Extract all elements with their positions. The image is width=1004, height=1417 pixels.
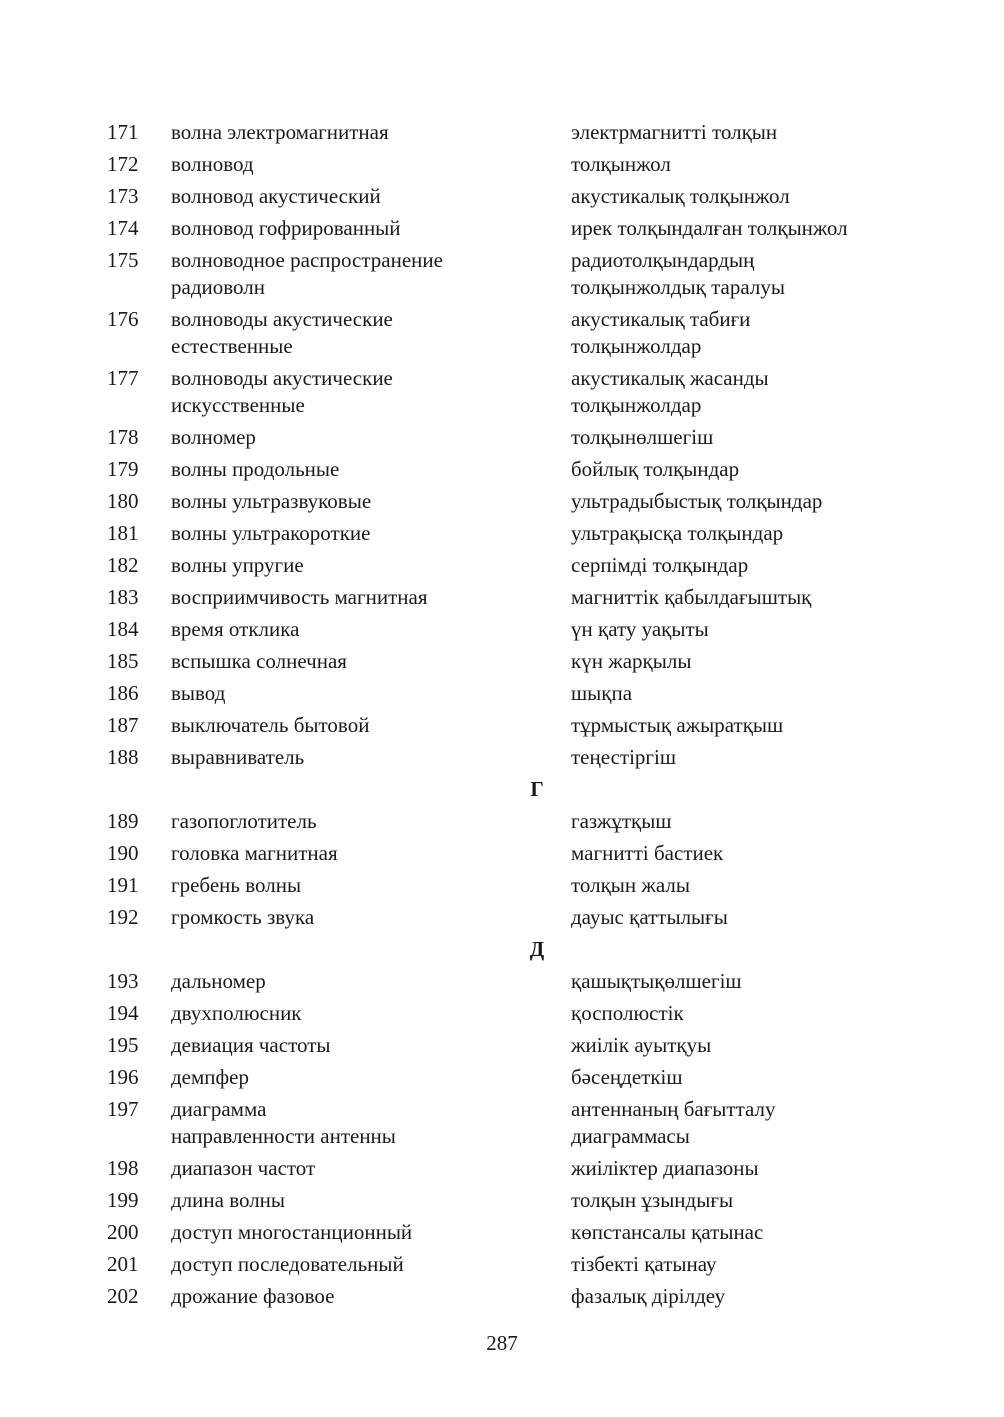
glossary-entry — [0, 709, 1004, 741]
kazakh-term — [571, 456, 901, 483]
russian-term — [171, 616, 501, 643]
russian-term-line: доступ многостанционный — [171, 1219, 413, 1244]
glossary-entry — [0, 485, 1004, 517]
kazakh-term — [571, 744, 901, 771]
russian-term — [171, 712, 501, 739]
glossary-entry — [0, 677, 1004, 709]
kazakh-term — [571, 520, 901, 547]
entry-number: 190 — [107, 840, 139, 865]
entry-number: 172 — [107, 151, 139, 176]
russian-term — [171, 1219, 501, 1246]
entry-number: 188 — [107, 744, 139, 769]
entry-number: 196 — [107, 1064, 139, 1089]
kazakh-term-line: толқынөлшегіш — [571, 424, 714, 449]
kazakh-term — [571, 1219, 901, 1246]
kazakh-term — [571, 808, 901, 835]
glossary-entry — [0, 212, 1004, 244]
glossary-entry — [0, 805, 1004, 837]
kazakh-term-line: теңестіргіш — [571, 744, 677, 769]
glossary-entry — [0, 421, 1004, 453]
kazakh-term-line: ультрақысқа толқындар — [571, 520, 784, 545]
kazakh-term — [571, 648, 901, 675]
kazakh-term — [571, 584, 901, 611]
glossary-entry — [0, 180, 1004, 212]
entry-number: 197 — [107, 1096, 139, 1121]
russian-term-line: дрожание фазовое — [171, 1283, 335, 1308]
kazakh-term-line: фазалық дірілдеу — [571, 1283, 726, 1308]
glossary-entry — [0, 613, 1004, 645]
kazakh-term-line: күн жарқылы — [571, 648, 692, 673]
kazakh-term — [571, 488, 901, 515]
russian-term-line: волномер — [171, 424, 256, 449]
kazakh-term-line: ирек толқындалған толқынжол — [571, 215, 848, 240]
entry-number: 189 — [107, 808, 139, 833]
glossary-entry — [0, 1061, 1004, 1093]
kazakh-term-line: тізбекті қатынау — [571, 1251, 717, 1276]
russian-term — [171, 872, 501, 899]
kazakh-term — [571, 872, 901, 899]
kazakh-term-line: бәсеңдеткіш — [571, 1064, 683, 1089]
kazakh-term — [571, 712, 901, 739]
entry-number: 185 — [107, 648, 139, 673]
kazakh-term — [571, 215, 901, 242]
russian-term-line: волны продольные — [171, 456, 340, 481]
russian-term-line: волноводы акустические — [171, 306, 393, 331]
entry-number: 179 — [107, 456, 139, 481]
russian-term — [171, 247, 501, 301]
kazakh-term-line: диаграммасы — [571, 1123, 690, 1148]
entry-number: 175 — [107, 247, 139, 272]
kazakh-term-line: серпімді толқындар — [571, 552, 749, 577]
glossary-entry — [0, 901, 1004, 933]
kazakh-term — [571, 840, 901, 867]
russian-term — [171, 648, 501, 675]
kazakh-term — [571, 616, 901, 643]
entry-number: 192 — [107, 904, 139, 929]
kazakh-term — [571, 151, 901, 178]
entry-number: 201 — [107, 1251, 139, 1276]
russian-term — [171, 1187, 501, 1214]
russian-term-line: диаграмма — [171, 1096, 267, 1121]
russian-term-line: громкость звука — [171, 904, 315, 929]
kazakh-term — [571, 306, 901, 360]
russian-term-line: волны ультразвуковые — [171, 488, 372, 513]
kazakh-term-line: жиілік ауытқуы — [571, 1032, 712, 1057]
russian-term-line: гребень волны — [171, 872, 302, 897]
russian-term — [171, 456, 501, 483]
russian-term-line: направленности антенны — [171, 1123, 396, 1148]
russian-term — [171, 584, 501, 611]
kazakh-term — [571, 1187, 901, 1214]
kazakh-term-line: акустикалық толқынжол — [571, 183, 790, 208]
russian-term — [171, 215, 501, 242]
kazakh-term — [571, 552, 901, 579]
entry-number: 177 — [107, 365, 139, 390]
kazakh-term-line: қашықтықөлшегіш — [571, 968, 742, 993]
entry-number: 202 — [107, 1283, 139, 1308]
russian-term-line: волноводное распространение — [171, 247, 443, 272]
kazakh-term — [571, 1155, 901, 1182]
glossary-entry — [0, 645, 1004, 677]
russian-term-line: доступ последовательный — [171, 1251, 404, 1276]
glossary-entry — [0, 837, 1004, 869]
glossary-entry — [0, 517, 1004, 549]
kazakh-term-line: толқынжол — [571, 151, 671, 176]
glossary-entry — [0, 1029, 1004, 1061]
kazakh-term — [571, 119, 901, 146]
kazakh-term-line: акустикалық табиғи — [571, 306, 751, 331]
kazakh-term-line: толқынжолдар — [571, 333, 702, 358]
kazakh-term — [571, 680, 901, 707]
kazakh-term-line: тұрмыстық ажыратқыш — [571, 712, 784, 737]
glossary-entry — [0, 1248, 1004, 1280]
russian-term — [171, 840, 501, 867]
kazakh-term-line: көпстансалы қатынас — [571, 1219, 764, 1244]
entry-number: 195 — [107, 1032, 139, 1057]
entry-number: 173 — [107, 183, 139, 208]
russian-term — [171, 1032, 501, 1059]
russian-term — [171, 488, 501, 515]
russian-term-line: диапазон частот — [171, 1155, 316, 1180]
russian-term-line: волноводы акустические — [171, 365, 393, 390]
russian-term-line: радиоволн — [171, 274, 265, 299]
kazakh-term — [571, 1251, 901, 1278]
russian-term-line: газопоглотитель — [171, 808, 317, 833]
russian-term-line: длина волны — [171, 1187, 286, 1212]
kazakh-term — [571, 1096, 901, 1150]
russian-term — [171, 424, 501, 451]
kazakh-term — [571, 1064, 901, 1091]
russian-term — [171, 1096, 501, 1150]
page-number: 287 — [486, 1331, 518, 1355]
russian-term — [171, 904, 501, 931]
glossary-table — [0, 116, 1004, 1312]
russian-term-line: волновод гофрированный — [171, 215, 401, 240]
russian-term — [171, 1251, 501, 1278]
kazakh-term-line: толқынжолдық таралуы — [571, 274, 785, 299]
russian-term — [171, 1064, 501, 1091]
kazakh-term-line: электрмагнитті толқын — [571, 119, 778, 144]
russian-term — [171, 151, 501, 178]
glossary-entry — [0, 869, 1004, 901]
russian-term — [171, 306, 501, 360]
russian-term — [171, 1155, 501, 1182]
russian-term — [171, 1283, 501, 1310]
kazakh-term-line: үн қату уақыты — [571, 616, 709, 641]
russian-term-line: время отклика — [171, 616, 300, 641]
russian-term-line: волновод — [171, 151, 254, 176]
kazakh-term-line: ультрадыбыстық толқындар — [571, 488, 823, 513]
entry-number: 186 — [107, 680, 139, 705]
kazakh-term-line: бойлық толқындар — [571, 456, 740, 481]
kazakh-term — [571, 247, 901, 301]
entry-number: 187 — [107, 712, 139, 737]
russian-term — [171, 744, 501, 771]
kazakh-term-line: магнитті бастиек — [571, 840, 724, 865]
kazakh-term — [571, 1000, 901, 1027]
russian-term — [171, 968, 501, 995]
kazakh-term — [571, 365, 901, 419]
entry-number: 180 — [107, 488, 139, 513]
glossary-entry — [0, 116, 1004, 148]
russian-term-line: выключатель бытовой — [171, 712, 370, 737]
kazakh-term-line: газжұтқыш — [571, 808, 672, 833]
russian-term-line: вспышка солнечная — [171, 648, 347, 673]
kazakh-term — [571, 904, 901, 931]
entry-number: 193 — [107, 968, 139, 993]
glossary-entry — [0, 997, 1004, 1029]
glossary-entry — [0, 244, 1004, 303]
kazakh-term — [571, 424, 901, 451]
russian-term-line: выравниватель — [171, 744, 305, 769]
section-letter-heading: Г — [530, 776, 544, 801]
glossary-entry — [0, 303, 1004, 362]
kazakh-term-line: жиіліктер диапазоны — [571, 1155, 759, 1180]
glossary-entry — [0, 965, 1004, 997]
glossary-entry — [0, 1280, 1004, 1312]
russian-term-line: двухполюсник — [171, 1000, 302, 1025]
kazakh-term — [571, 183, 901, 210]
russian-term-line: естественные — [171, 333, 293, 358]
entry-number: 176 — [107, 306, 139, 331]
russian-term-line: волна электромагнитная — [171, 119, 389, 144]
russian-term — [171, 520, 501, 547]
glossary-entry — [0, 148, 1004, 180]
glossary-entry — [0, 453, 1004, 485]
kazakh-term-line: толқын ұзындығы — [571, 1187, 734, 1212]
russian-term — [171, 680, 501, 707]
kazakh-term-line: шықпа — [571, 680, 633, 705]
russian-term-line: волны упругие — [171, 552, 304, 577]
russian-term-line: дальномер — [171, 968, 266, 993]
russian-term — [171, 365, 501, 419]
kazakh-term — [571, 968, 901, 995]
russian-term-line: восприимчивость магнитная — [171, 584, 428, 609]
glossary-entry — [0, 1093, 1004, 1152]
entry-number: 199 — [107, 1187, 139, 1212]
kazakh-term-line: магниттік қабылдағыштық — [571, 584, 812, 609]
russian-term — [171, 808, 501, 835]
russian-term — [171, 119, 501, 146]
glossary-entry — [0, 741, 1004, 773]
entry-number: 194 — [107, 1000, 139, 1025]
russian-term — [171, 552, 501, 579]
entry-number: 178 — [107, 424, 139, 449]
kazakh-term-line: толқынжолдар — [571, 392, 702, 417]
russian-term-line: искусственные — [171, 392, 305, 417]
kazakh-term-line: радиотолқындардың — [571, 247, 755, 272]
glossary-entry — [0, 549, 1004, 581]
russian-term-line: демпфер — [171, 1064, 249, 1089]
entry-number: 182 — [107, 552, 139, 577]
entry-number: 200 — [107, 1219, 139, 1244]
russian-term — [171, 1000, 501, 1027]
entry-number: 171 — [107, 119, 139, 144]
russian-term — [171, 183, 501, 210]
glossary-entry — [0, 1152, 1004, 1184]
entry-number: 181 — [107, 520, 139, 545]
kazakh-term-line: акустикалық жасанды — [571, 365, 769, 390]
glossary-entry — [0, 1216, 1004, 1248]
russian-term-line: волны ультракороткие — [171, 520, 371, 545]
russian-term-line: вывод — [171, 680, 226, 705]
entry-number: 184 — [107, 616, 139, 641]
glossary-entry — [0, 362, 1004, 421]
russian-term-line: девиация частоты — [171, 1032, 331, 1057]
glossary-entry — [0, 1184, 1004, 1216]
section-letter-heading: Д — [529, 936, 545, 961]
kazakh-term-line: антеннаның бағытталу — [571, 1096, 776, 1121]
entry-number: 198 — [107, 1155, 139, 1180]
russian-term-line: волновод акустический — [171, 183, 381, 208]
russian-term-line: головка магнитная — [171, 840, 338, 865]
entry-number: 183 — [107, 584, 139, 609]
kazakh-term-line: толқын жалы — [571, 872, 691, 897]
glossary-entry — [0, 581, 1004, 613]
kazakh-term — [571, 1032, 901, 1059]
kazakh-term-line: дауыс қаттылығы — [571, 904, 728, 929]
entry-number: 191 — [107, 872, 139, 897]
kazakh-term — [571, 1283, 901, 1310]
entry-number: 174 — [107, 215, 139, 240]
kazakh-term-line: қосполюстік — [571, 1000, 684, 1025]
